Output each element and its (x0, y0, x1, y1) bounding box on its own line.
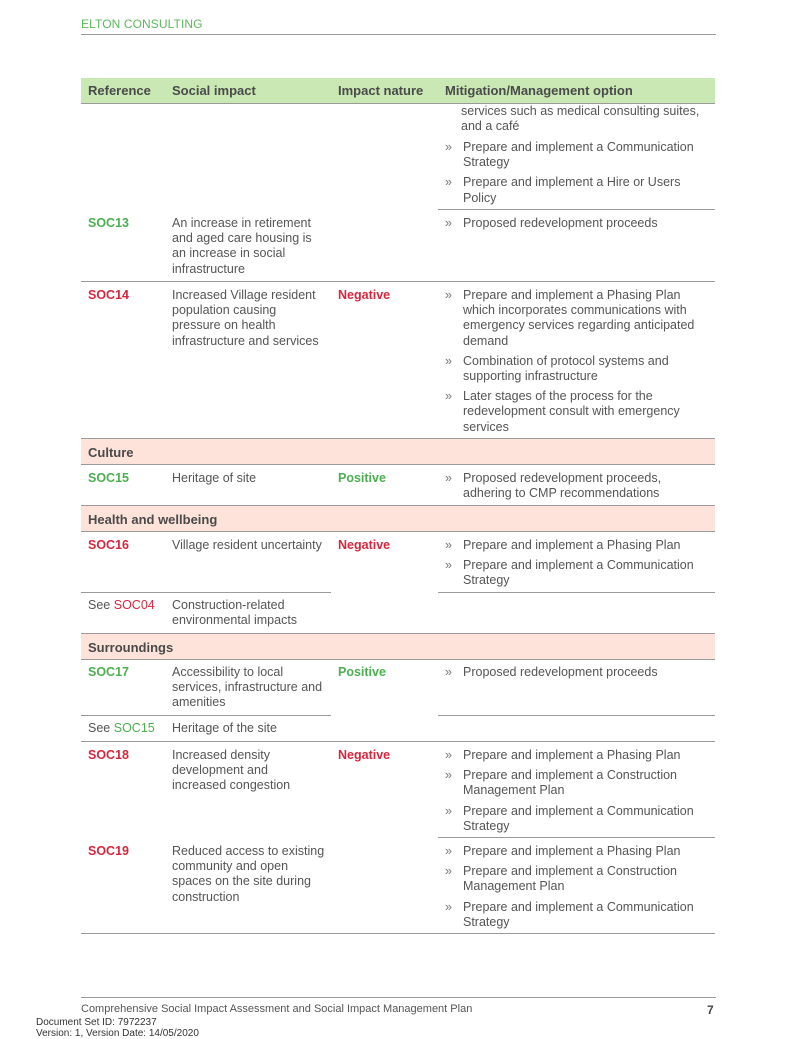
impact-line: community and open (172, 859, 289, 874)
nature-soc17: Positive (338, 665, 386, 679)
impact-line: Reduced access to existing (172, 844, 325, 858)
bullet-text: Prepare and implement a Communication (463, 803, 694, 818)
bullet-marker: » (445, 140, 452, 154)
bullet-marker: » (445, 748, 452, 762)
mitigation-continuation (461, 104, 715, 134)
ref-soc18: SOC18 (88, 748, 129, 762)
impact-see-soc04 (172, 598, 332, 628)
nature-soc16: Negative (338, 538, 391, 552)
bullet-text: Prepare and implement a Construction (463, 864, 678, 879)
bullet-marker: » (445, 288, 452, 302)
list-item (445, 216, 710, 231)
impact-soc14 (172, 288, 332, 349)
page-number: 7 (707, 1003, 714, 1017)
continuation-line: services such as medical consulting suites, (461, 104, 700, 118)
bullet-marker: » (445, 389, 452, 404)
bullet-marker: » (445, 864, 452, 879)
table-bottom-rule (81, 933, 715, 934)
bullet-marker: » (445, 665, 452, 679)
impact-line: increased congestion (172, 778, 291, 793)
bullet-marker: » (445, 471, 452, 485)
ref-soc15: SOC15 (88, 471, 129, 485)
mitigation-soc19 (438, 844, 715, 930)
impact-line: Accessibility to local (172, 665, 284, 679)
row-divider (438, 592, 715, 593)
impact-see-soc15: Heritage of the site (172, 721, 277, 735)
bullet-text: Later stages of the process for the (463, 389, 653, 404)
bullet-text: supporting infrastructure (463, 369, 598, 384)
bullet-text: Proposed redevelopment proceeds (463, 216, 658, 230)
bullet-text: Prepare and implement a Phasing Plan (463, 844, 681, 858)
impact-line: Construction-related (172, 598, 285, 612)
list-item (445, 389, 710, 435)
see-label: See (88, 721, 111, 735)
list-item (445, 354, 710, 384)
footer-title: Comprehensive Social Impact Assessment and Social Impact Management Plan (81, 1003, 473, 1015)
see-soc04 (88, 598, 155, 613)
row-divider (81, 715, 331, 716)
ref-soc16: SOC16 (88, 538, 129, 552)
bullet-text: Prepare and implement a Phasing Plan (463, 748, 681, 762)
list-item (445, 288, 710, 349)
impact-line: infrastructure and services (172, 333, 319, 348)
impact-soc18 (172, 748, 332, 794)
impact-soc16: Village resident uncertainty (172, 538, 322, 552)
see-label: See (88, 598, 111, 612)
row-divider (438, 837, 715, 838)
bullet-text: Prepare and implement a Communication (463, 899, 694, 914)
section-health-wellbeing: Health and wellbeing (81, 505, 715, 532)
bullet-text: Proposed redevelopment proceeds (463, 665, 658, 679)
mitigation-soc16 (438, 538, 715, 589)
list-item (445, 768, 710, 798)
table-body (81, 78, 715, 938)
bullet-text: Prepare and implement a Phasing Plan (463, 288, 681, 302)
list-item (445, 558, 710, 588)
see-ref-link[interactable]: SOC04 (113, 598, 155, 612)
bullet-text: adhering to CMP recommendations (463, 486, 660, 501)
bullet-text: services (463, 419, 509, 434)
impact-soc15: Heritage of site (172, 471, 257, 485)
bullet-marker: » (445, 768, 452, 783)
list-item (445, 538, 710, 553)
row-divider (81, 592, 331, 593)
mitigation-soc13 (438, 216, 715, 231)
impact-line: development and (172, 763, 268, 778)
nature-soc14: Negative (338, 288, 391, 302)
bullet-text: Prepare and implement a Construction (463, 768, 678, 783)
list-item (445, 804, 710, 834)
nature-soc15: Positive (338, 471, 386, 485)
section-culture: Culture (81, 438, 715, 465)
row-divider (438, 715, 715, 716)
impact-line: construction (172, 889, 240, 904)
bullet-marker: » (445, 803, 452, 818)
mitigation-soc17 (438, 665, 715, 680)
bullet-text: emergency services regarding anticipated (463, 318, 695, 333)
document-version: Version: 1, Version Date: 14/05/2020 (36, 1028, 199, 1039)
row-divider (438, 209, 715, 210)
col-header-reference: Reference (88, 83, 151, 98)
bullet-marker: » (445, 538, 452, 552)
list-item (445, 900, 710, 930)
ref-soc17: SOC17 (88, 665, 129, 679)
col-header-mitigation: Mitigation/Management option (445, 83, 633, 98)
bullet-text: Strategy (463, 914, 510, 929)
bullet-text: Prepare and implement a Communication (463, 140, 694, 154)
impact-soc17 (172, 665, 338, 711)
impact-line: spaces on the site during (172, 874, 311, 889)
ref-soc19: SOC19 (88, 844, 129, 858)
bullet-text: Prepare and implement a Hire or Users (463, 175, 681, 190)
bullet-text: Strategy (463, 818, 510, 833)
bullet-marker: » (445, 558, 452, 573)
bullet-text: Combination of protocol systems and (463, 353, 669, 368)
list-item (445, 471, 710, 501)
impact-table (81, 78, 715, 929)
document-set-id: Document Set ID: 7972237 (36, 1017, 157, 1028)
row-divider (81, 281, 715, 282)
continuation-bullets (438, 140, 715, 206)
bullet-marker: » (445, 844, 452, 858)
impact-line: Increased density (172, 748, 270, 762)
impact-line: an increase in social (172, 246, 286, 261)
impact-line: environmental impacts (172, 613, 298, 628)
impact-line: amenities (172, 695, 226, 710)
ref-soc14: SOC14 (88, 288, 129, 302)
list-item (445, 175, 710, 205)
bullet-marker: » (445, 899, 452, 914)
bullet-text: redevelopment consult with emergency (463, 404, 680, 419)
footer-divider (81, 997, 716, 998)
list-item (445, 748, 710, 763)
impact-soc13 (172, 216, 332, 277)
see-ref-link[interactable]: SOC15 (113, 721, 155, 735)
header-divider (81, 34, 716, 35)
bullet-text: which incorporates communications with (463, 303, 687, 318)
col-header-impact-nature: Impact nature (338, 83, 424, 98)
impact-line: services, infrastructure and (172, 680, 323, 695)
bullet-text: Prepare and implement a Communication (463, 558, 694, 573)
impact-line: An increase in retirement (172, 216, 311, 230)
impact-soc19 (172, 844, 338, 905)
bullet-text: Strategy (463, 155, 510, 170)
bullet-marker: » (445, 175, 452, 190)
see-soc15 (88, 721, 155, 736)
list-item (445, 864, 710, 894)
ref-soc13: SOC13 (88, 216, 129, 230)
list-item (445, 140, 710, 170)
impact-line: population causing (172, 303, 277, 318)
bullet-text: Management Plan (463, 783, 565, 798)
bullet-text: Strategy (463, 573, 510, 588)
impact-line: and aged care housing is (172, 231, 312, 246)
bullet-text: Policy (463, 190, 497, 205)
bullet-text: demand (463, 333, 509, 348)
col-header-social-impact: Social impact (172, 83, 256, 98)
bullet-text: Proposed redevelopment proceeds, (463, 471, 662, 485)
section-surroundings: Surroundings (81, 633, 715, 660)
impact-line: infrastructure (172, 261, 245, 276)
bullet-text: Prepare and implement a Phasing Plan (463, 538, 681, 552)
continuation-line: and a café (461, 119, 520, 134)
header-brand: ELTON CONSULTING (81, 17, 203, 31)
nature-soc18: Negative (338, 748, 391, 762)
list-item (445, 844, 710, 859)
bullet-marker: » (445, 216, 452, 230)
impact-line: pressure on health (172, 318, 276, 333)
list-item (445, 665, 710, 680)
row-divider (81, 741, 715, 742)
bullet-marker: » (445, 353, 452, 368)
impact-line: Increased Village resident (172, 288, 316, 302)
mitigation-soc15 (438, 471, 715, 501)
mitigation-soc14 (438, 288, 715, 435)
mitigation-soc18 (438, 748, 715, 834)
bullet-text: Management Plan (463, 879, 565, 894)
